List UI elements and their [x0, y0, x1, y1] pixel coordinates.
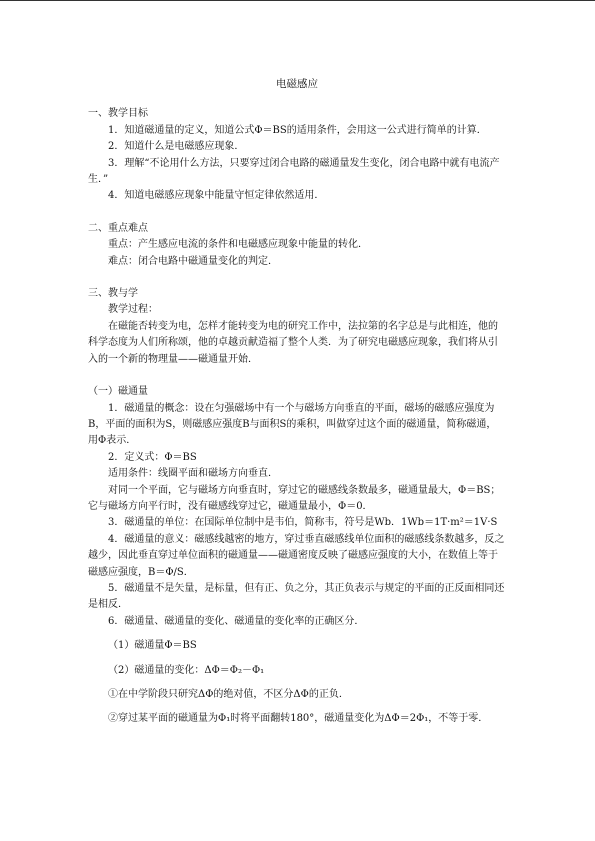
section-heading-teaching: 三、教与学: [88, 288, 138, 300]
teaching-process-label: 教学过程：: [108, 304, 158, 316]
objective-item-2: 2．知道什么是电磁感应现象．: [108, 141, 245, 153]
flux-concept: 1．磁通量的概念：设在匀强磁场中有一个与磁场方向垂直的平面，磁场的磁感应强度为B，平面的面积为S，则磁感应强度B与面积S的乘积，叫做穿过这个面的磁通量，简称磁通，用Φ表示．: [88, 402, 497, 447]
flux-definition: 2．定义式：Φ＝BS: [108, 451, 197, 463]
difficult-point: 难点：闭合电路中磁通量变化的判定．: [108, 255, 278, 267]
section-heading-key-points: 二、重点难点: [88, 222, 148, 234]
flux-condition: 适用条件：线圈平面和磁场方向垂直．: [108, 468, 278, 480]
flux-change-note-1: ①在中学阶段只研究ΔΦ的绝对值，不区分ΔΦ的正负．: [108, 689, 349, 700]
top-border-line: [0, 0, 595, 1]
section-heading-objectives: 一、教学目标: [88, 108, 148, 120]
document-body: [88, 76, 506, 728]
flux-formula: （1）磁通量Φ＝BS: [108, 640, 197, 652]
flux-change-formula: （2）磁通量的变化：ΔΦ＝Φ₂－Φ₁: [108, 664, 265, 676]
flux-scalar: 5．磁通量不是矢量，是标量，但有正、负之分，其正负表示与规定的平面的正反面相同还是相反．: [88, 582, 505, 611]
teaching-intro: 在磁能否转变为电，怎样才能转变为电的研究工作中，法拉第的名字总是与此相连，他的科学态度为人们所称颂，他的卓越贡献造福了整个人类．为了研究电磁感应现象，我们将从引入的一个新的物理量——磁通量开始．: [88, 320, 498, 365]
document-title: 电磁感应: [276, 78, 318, 90]
flux-unit: 3．磁通量的单位：在国际单位制中是韦伯，简称韦，符号是Wb．1Wb＝1T·m²＝1V·S: [108, 517, 498, 529]
flux-meaning: 4．磁通量的意义：磁感线越密的地方，穿过垂直磁感线单位面积的磁感线条数越多，反之越少，因此垂直穿过单位面积的磁通量——磁通密度反映了磁感应强度的大小，在数值上等于磁感应强度，B＝Φ/S．: [88, 533, 505, 578]
key-point: 重点：产生感应电流的条件和电磁感应现象中能量的转化．: [108, 239, 368, 251]
objective-item-1: 1．知道磁通量的定义，知道公式Φ＝BS的适用条件，会用这一公式进行简单的计算．: [108, 124, 487, 136]
objective-item-4: 4．知道电磁感应现象中能量守恒定律依然适用．: [108, 190, 325, 202]
objective-item-3: 3．理解“不论用什么方法，只要穿过闭合电路的磁通量发生变化，闭合电路中就有电流产生．”: [88, 157, 500, 186]
flux-note: 对同一个平面，它与磁场方向垂直时，穿过它的磁感线条数最多，磁通量最大，Φ＝BS；它与磁场方向平行时，没有磁感线穿过它，磁通量最小，Φ＝0．: [88, 484, 501, 512]
flux-distinction: 6．磁通量、磁通量的变化、磁通量的变化率的正确区分．: [108, 615, 365, 627]
subsection-heading-flux: （一）磁通量: [88, 386, 148, 398]
flux-change-note-2: ②穿过某平面的磁通量为Φ₁时将平面翻转180°，磁通量变化为ΔΦ＝2Φ₁，不等于零．: [108, 713, 489, 725]
